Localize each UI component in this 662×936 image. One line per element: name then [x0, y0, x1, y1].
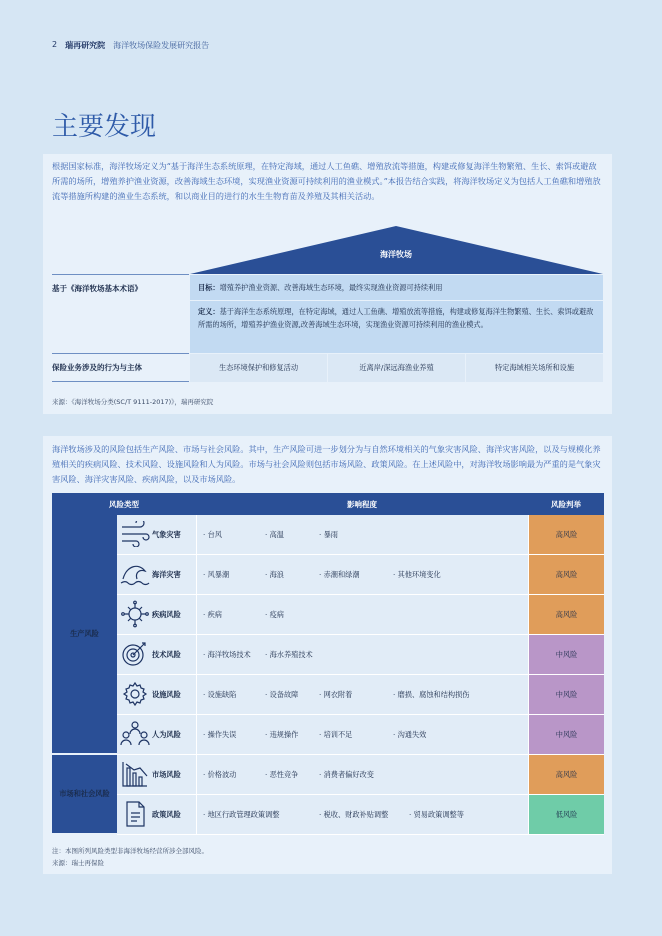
- risk-intro: 海洋牧场涉及的风险包括生产风险、市场与社会风险。其中，生产风险可进一步划分为与自然环境相关的气象灾害风险、海洋灾害风险，以及与规模化养殖相关的疾病风险、技术风险、设施风险和人为风险。市场与社会风险则包括市场风险、政策风险。在上述风险中，对海洋牧场影响最为严重的是气象灾害风险、海洋灾害风险、疾病风险，以及市场风险。: [52, 444, 601, 484]
- header-impact: 影响程度: [196, 493, 528, 515]
- people-icon: [117, 715, 152, 755]
- table-row: [52, 555, 604, 595]
- table-row: [52, 515, 604, 555]
- goal-row: 目标：增殖养护渔业资源、改善海域生态环境，最终实现渔业资源可持续利用: [190, 275, 603, 300]
- insurance-label: 保险业务涉及的行为与主体: [52, 353, 189, 382]
- document-icon: [117, 795, 152, 835]
- table-row: [52, 715, 604, 755]
- definition-panel: [43, 154, 612, 414]
- impact-items: · 操作失误 · 违规操作 · 培训不足 · 沟通失效: [196, 715, 528, 755]
- report-title: 海洋牧场保险发展研究报告: [113, 41, 210, 50]
- activity-cells: [190, 354, 603, 382]
- impact-items: · 地区行政管理政策调整 · 税收、财政补贴调整 · 贸易政策调整等: [196, 795, 528, 835]
- risk-name: 人为风险: [152, 715, 196, 755]
- table-row: [52, 795, 604, 835]
- risk-table: [52, 493, 604, 835]
- standard-label: 基于《海洋牧场基本术语》: [52, 274, 189, 354]
- wave-icon: [117, 555, 152, 595]
- table-row: [52, 755, 604, 795]
- risk-name: 政策风险: [152, 795, 196, 835]
- bar-chart-icon: [117, 755, 152, 795]
- virus-icon: [117, 595, 152, 635]
- table-row: [52, 635, 604, 675]
- header-risk-type: 风险类型: [52, 493, 196, 515]
- risk-name: 市场风险: [152, 755, 196, 795]
- roof-shape: [190, 226, 603, 274]
- level-badge: 中风险: [528, 715, 604, 755]
- impact-items: · 海洋牧场技术 · 海水养殖技术: [196, 635, 528, 675]
- activity-cell: 特定海域相关场所和设施: [466, 354, 603, 382]
- impact-items: · 价格波动 · 恶性竞争 · 消费者偏好改变: [196, 755, 528, 795]
- category-production: 生产风险: [52, 515, 117, 755]
- level-badge: 高风险: [528, 555, 604, 595]
- impact-items: · 疾病 · 疫病: [196, 595, 528, 635]
- table-row: [52, 595, 604, 635]
- risk-panel: [43, 436, 612, 874]
- table-row: [52, 675, 604, 715]
- risk-name: 设施风险: [152, 675, 196, 715]
- activity-cell: 近离岸/深远海渔业养殖: [328, 354, 465, 382]
- definition-intro: 根据国家标准，海洋牧场定义为“基于海洋生态系统原理，在特定海域，通过人工鱼礁、增殖放流等措施，构建或修复海洋生物繁殖、生长、索饵或避敌所需的场所，增殖养护渔业资源，改善海域生态环境，实现渔业资源可持续利用的渔业模式。”本报告结合实践，将海洋牧场定义为包括人工鱼礁和增殖放流等措施所构建的渔业生态系统，和以商业目的进行的水生生物育苗及养殖及其相关活动。: [52, 161, 601, 201]
- table-source: 来源：瑞士再保险: [52, 859, 104, 867]
- impact-items: · 台风 · 高温 · 暴雨: [196, 515, 528, 555]
- page-number: 2: [52, 40, 58, 49]
- level-badge: 高风险: [528, 515, 604, 555]
- risk-name: 技术风险: [152, 635, 196, 675]
- risk-name: 疾病风险: [152, 595, 196, 635]
- source-note: 来源：《海洋牧场分类(SC/T 9111-2017)》，瑞再研究院: [52, 398, 214, 406]
- category-market-social: 市场和社会风险: [52, 755, 117, 835]
- impact-items: · 设施缺陷 · 设备故障 · 网衣附着 · 磨损、腐蚀和结构损伤: [196, 675, 528, 715]
- activity-cell: 生态环境保护和修复活动: [190, 354, 327, 382]
- impact-items: · 风暴潮 · 海浪 · 赤潮和绿潮 · 其他环境变化: [196, 555, 528, 595]
- risk-name: 气象灾害: [152, 515, 196, 555]
- definition-row: 定义：基于海洋生态系统原理，在特定海域，通过人工鱼礁、增殖放流等措施，构建或修复海洋生物繁殖、生长、索饵或避敌所需的场所，增殖养护渔业资源,改善海域生态环境，实现渔业资源可持续利用的渔业模式。: [190, 301, 603, 353]
- level-badge: 低风险: [528, 795, 604, 835]
- table-note: 注：本图所列风险类型非海洋牧场经营所涉全部风险。: [52, 847, 208, 855]
- page-header: [52, 40, 209, 51]
- level-badge: 高风险: [528, 595, 604, 635]
- brand-name: 瑞再研究院: [65, 41, 106, 50]
- risk-name: 海洋灾害: [152, 555, 196, 595]
- weather-icon: [117, 515, 152, 555]
- gear-icon: [117, 675, 152, 715]
- target-icon: [117, 635, 152, 675]
- level-badge: 高风险: [528, 755, 604, 795]
- level-badge: 中风险: [528, 635, 604, 675]
- roof-label: 海洋牧场: [380, 250, 412, 259]
- page-title: 主要发现: [52, 112, 157, 142]
- level-badge: 中风险: [528, 675, 604, 715]
- header-level: 风险判举: [528, 493, 604, 515]
